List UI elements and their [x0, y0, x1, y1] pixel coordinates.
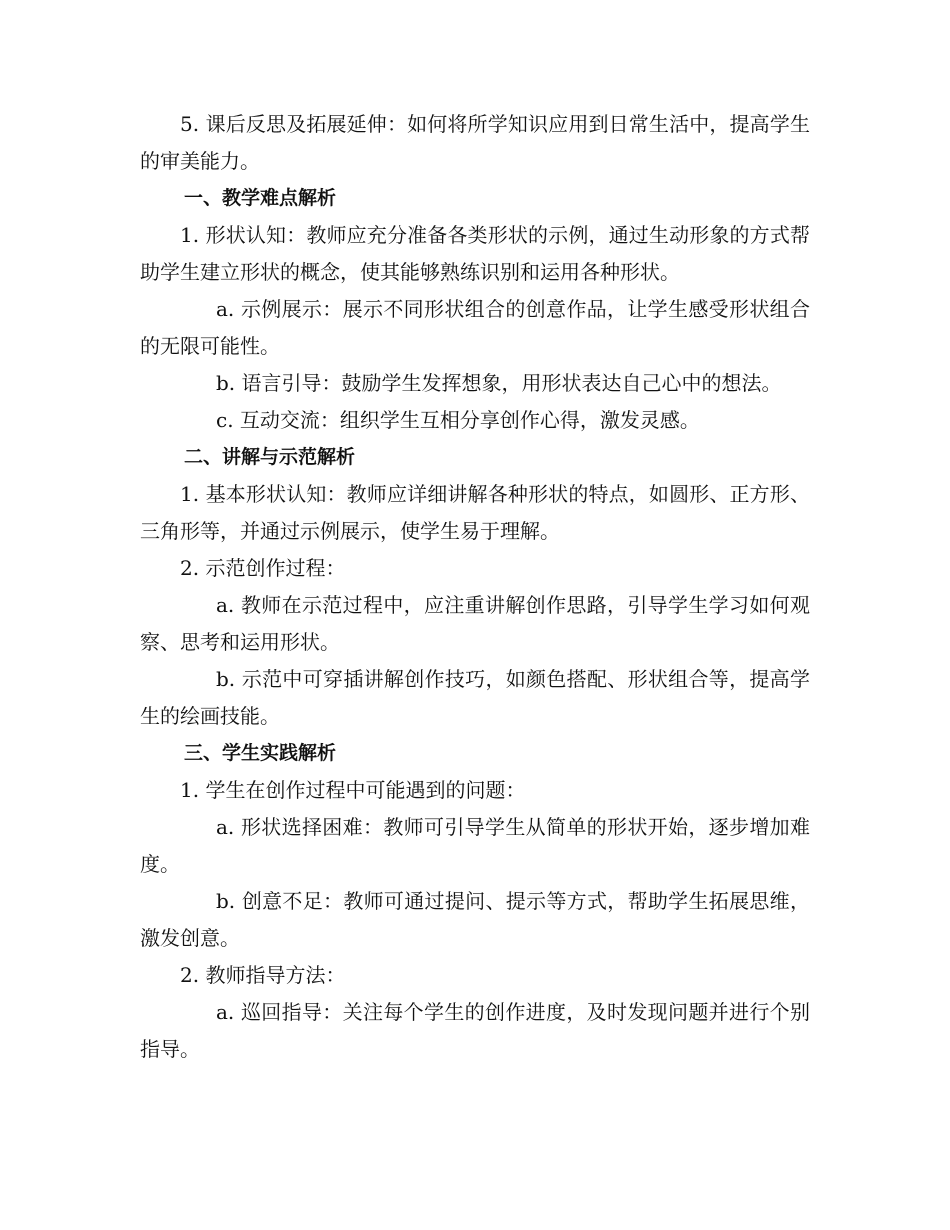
- paragraph-reflection: 5. 课后反思及拓展延伸：如何将所学知识应用到日常生活中，提高学生的审美能力。: [140, 112, 810, 173]
- section-heading-practice: 三、学生实践解析: [184, 742, 337, 764]
- paragraph-basic-shapes: 1. 基本形状认知：教师应详细讲解各种形状的特点，如圆形、正方形、三角形等，并通过示例展示，使学生易于理解。: [140, 482, 810, 543]
- subitem-interactive-exchange: c. 互动交流：组织学生互相分享创作心得，激发灵感。: [216, 408, 700, 432]
- subitem-circulating-guidance: a. 巡回指导：关注每个学生的创作进度，及时发现问题并进行个别指导。: [140, 1000, 810, 1061]
- section-heading-difficulties: 一、教学难点解析: [184, 187, 337, 209]
- paragraph-demo-process: 2. 示范创作过程：: [180, 556, 346, 580]
- paragraph-guidance-methods: 2. 教师指导方法：: [180, 963, 346, 987]
- subitem-creative-thinking: a. 教师在示范过程中，应注重讲解创作思路，引导学生学习如何观察、思考和运用形状。: [140, 593, 810, 654]
- subitem-creative-skills: b. 示范中可穿插讲解创作技巧，如颜色搭配、形状组合等，提高学生的绘画技能。: [140, 667, 810, 728]
- document-page: [140, 106, 810, 1068]
- subitem-shape-selection: a. 形状选择困难：教师可引导学生从简单的形状开始，逐步增加难度。: [140, 815, 810, 876]
- section-heading-demonstration: 二、讲解与示范解析: [184, 446, 356, 468]
- paragraph-shape-cognition: 1. 形状认知：教师应充分准备各类形状的示例，通过生动形象的方式帮助学生建立形状的概念，使其能够熟练识别和运用各种形状。: [140, 223, 810, 284]
- subitem-example-display: a. 示例展示：展示不同形状组合的创意作品，让学生感受形状组合的无限可能性。: [140, 297, 810, 358]
- paragraph-student-problems: 1. 学生在创作过程中可能遇到的问题：: [180, 778, 526, 802]
- subitem-language-guidance: b. 语言引导：鼓励学生发挥想象，用形状表达自己心中的想法。: [216, 371, 782, 395]
- subitem-lack-creativity: b. 创意不足：教师可通过提问、提示等方式，帮助学生拓展思维，激发创意。: [140, 889, 810, 950]
